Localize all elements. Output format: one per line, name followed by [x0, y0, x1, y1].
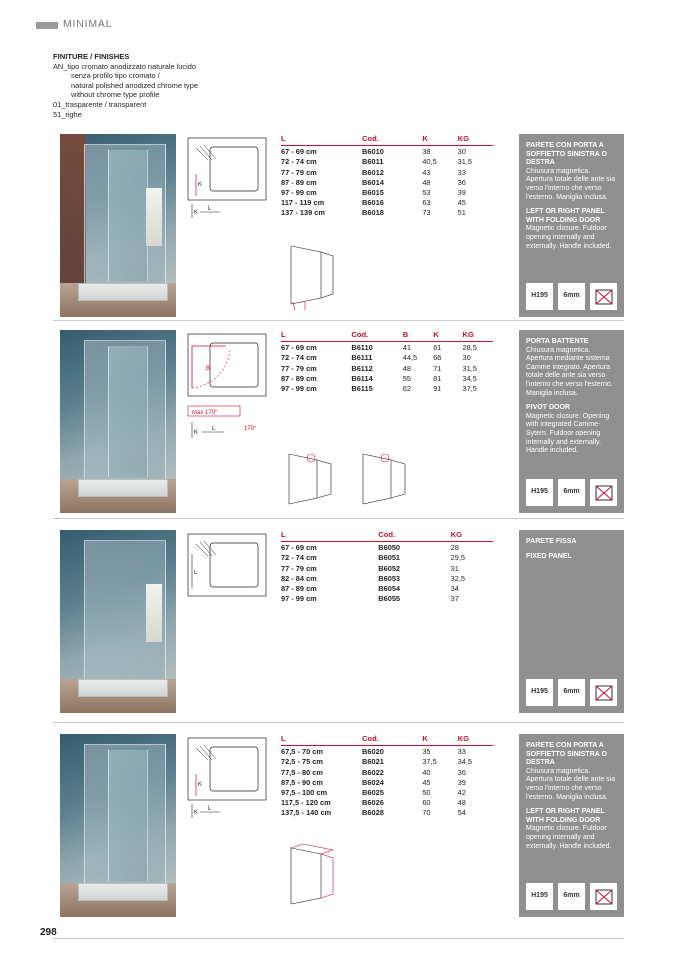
badge-height: H195 [526, 479, 553, 506]
row-separator [53, 722, 624, 723]
table-row: 87 - 89 cm B6054 34 [281, 583, 459, 593]
table-row: 97 - 99 cm B6115 62 91 37,5 [281, 383, 477, 393]
table-row: 97,5 - 100 cm B6025 50 42 [281, 787, 466, 797]
no-waste-icon [590, 479, 617, 506]
table-row: 72 - 74 cm B6011 40,5 31,5 [281, 157, 473, 167]
technical-drawing [186, 330, 276, 513]
table-row: 67,5 - 70 cm B6020 35 33 [281, 747, 466, 757]
technical-drawing [186, 134, 276, 317]
table-row: 77,5 - 80 cm B6022 40 36 [281, 767, 466, 777]
badge-group [519, 479, 624, 506]
badge-height: H195 [526, 283, 553, 310]
table-row: 77 - 79 cm B6052 31 [281, 563, 459, 573]
table-row: 117,5 - 120 cm B6026 60 48 [281, 798, 466, 808]
iso-drawing [281, 842, 341, 919]
col-header-l: L [281, 734, 362, 746]
product-photo [60, 134, 176, 317]
product-table [281, 734, 513, 817]
svg-text:L: L [208, 206, 212, 212]
col-header-cod: Cod. [351, 330, 402, 342]
badge-group [519, 883, 624, 910]
product-row-2 [0, 330, 677, 518]
page-number: 298 [40, 927, 57, 938]
col-header-cod: Cod. [378, 530, 450, 542]
header-rule [36, 22, 58, 29]
finishes-line-5: without chrome type profile [71, 90, 160, 100]
panel-title-en: PIVOT DOOR [526, 404, 570, 412]
table-row: 117 - 119 cm B6016 63 45 [281, 198, 466, 208]
col-header-kg: KG [458, 734, 493, 746]
col-header-b: B [403, 330, 433, 342]
finishes-line-7: 51_righe [53, 109, 82, 119]
table-row: 77 - 79 cm B6012 43 33 [281, 167, 466, 177]
svg-text:K: K [194, 430, 199, 436]
product-row-3 [0, 530, 677, 718]
finishes-line-6: 01_trasparente / transparent [53, 99, 147, 109]
panel-text-en: Magnetic closure. Opening with integrated Camme-Sytem. Fuldoor opening internally and externally. Handle included. [526, 412, 610, 455]
col-header-kg: KG [451, 530, 493, 542]
table-row: 72 - 74 cm B6111 44,5 66 30 [281, 353, 471, 363]
svg-text:B: B [206, 366, 211, 372]
finishes-block [53, 52, 413, 119]
panel-title-en: FIXED PANEL [526, 552, 572, 560]
table-row: 87,5 - 90 cm B6024 45 39 [281, 777, 466, 787]
table-row: 97 - 99 cm B6055 37 [281, 594, 459, 604]
table-row: 72,5 - 75 cm B6021 37,5 34,5 [281, 757, 473, 767]
no-waste-icon [590, 283, 617, 310]
product-photo [60, 530, 176, 713]
product-table [281, 134, 513, 217]
table-row: 67 - 69 cm B6110 41 61 28,5 [281, 343, 477, 353]
table-row: 67 - 69 cm B6010 38 30 [281, 147, 466, 157]
svg-text:K: K [194, 810, 199, 816]
col-header-cod: Cod. [362, 134, 422, 146]
badge-group [519, 679, 624, 706]
svg-text:K: K [194, 210, 199, 216]
iso-drawing [281, 242, 341, 319]
col-header-k: K [422, 134, 457, 146]
product-photo [60, 330, 176, 513]
panel-title-it: PARETE CON PORTA A SOFFIETTO SINISTRA O DESTRA [526, 142, 607, 167]
svg-text:170°: 170° [244, 426, 257, 432]
badge-thickness: 6mm [558, 883, 585, 910]
svg-text:L: L [208, 806, 212, 812]
table-row: 97 - 99 cm B6015 53 39 [281, 187, 466, 197]
table-row: 77 - 79 cm B6112 48 71 31,5 [281, 363, 477, 373]
badge-group [519, 283, 624, 310]
product-row-1 [0, 134, 677, 322]
panel-text-it: Chiusura magnetica. Apertura totale delle ante sia verso l'interno che verso l'esterno. Maniglia inclusa. [526, 767, 616, 801]
col-header-k: K [433, 330, 462, 342]
description-panel [519, 530, 624, 713]
page-header [0, 18, 677, 36]
finishes-line-3: senza profilo tipo cromato / [71, 71, 160, 81]
svg-text:K: K [198, 782, 203, 788]
technical-drawing [186, 530, 276, 713]
description-panel [519, 734, 624, 917]
panel-title-it: PARETE FISSA [526, 538, 577, 545]
table-row: 137 - 139 cm B6018 73 51 [281, 208, 466, 218]
table-row: 87 - 89 cm B6014 48 36 [281, 177, 466, 187]
technical-drawing [186, 734, 276, 917]
product-photo [60, 734, 176, 917]
table-row: 137,5 - 140 cm B6028 70 54 [281, 808, 466, 818]
product-table [281, 330, 513, 393]
panel-text-en: Magnetic closure. Fuldoor opening internally and externally. Handle included. [526, 225, 612, 250]
panel-text-en: Magnetic closure. Fuldoor opening internally and externally. Handle included. [526, 825, 612, 850]
badge-height: H195 [526, 883, 553, 910]
product-row-4 [0, 734, 677, 922]
description-panel [519, 134, 624, 317]
badge-thickness: 6mm [558, 679, 585, 706]
col-header-kg: KG [458, 134, 493, 146]
col-header-l: L [281, 330, 351, 342]
col-header-l: L [281, 134, 362, 146]
finishes-line-4: natural polished anodized chrome type [71, 80, 198, 90]
table-row: 72 - 74 cm B6051 29,5 [281, 553, 465, 563]
panel-text-it: Chiusura magnetica. Apertura totale delle ante sia verso l'interno che verso l'esterno. Maniglia inclusa. [526, 167, 616, 201]
panel-title-it: PARETE CON PORTA A SOFFIETTO SINISTRA O DESTRA [526, 742, 607, 767]
svg-text:max 170°: max 170° [192, 410, 218, 416]
col-header-kg: KG [463, 330, 493, 342]
col-header-cod: Cod. [362, 734, 422, 746]
table-row: 82 - 84 cm B6053 32,5 [281, 573, 465, 583]
iso-drawing-left [281, 448, 341, 515]
panel-title-it: PORTA BATTENTE [526, 338, 589, 345]
no-waste-icon [590, 679, 617, 706]
svg-text:K: K [198, 182, 203, 188]
badge-thickness: 6mm [558, 479, 585, 506]
description-panel [519, 330, 624, 513]
col-header-l: L [281, 530, 378, 542]
panel-title-en: LEFT OR RIGHT PANEL WITH FOLDING DOOR [526, 208, 605, 224]
finishes-heading: FINITURE / FINISHES [53, 52, 130, 61]
product-table [281, 530, 513, 603]
panel-text-it: Chiusura magnetica. Apertura mediante sistema Camme integrato. Apertura totale delle ante sia verso l'interno che verso l'esterno. Maniglia inclusa. [526, 346, 613, 397]
svg-text:L: L [194, 570, 198, 576]
table-row: 67 - 69 cm B6050 28 [281, 543, 459, 553]
svg-text:L: L [212, 426, 216, 432]
col-header-k: K [422, 734, 457, 746]
badge-height: H195 [526, 679, 553, 706]
footer-rule [53, 938, 624, 939]
no-waste-icon [590, 883, 617, 910]
row-separator [53, 320, 624, 321]
table-row: 87 - 89 cm B6114 55 81 34,5 [281, 373, 477, 383]
panel-title-en: LEFT OR RIGHT PANEL WITH FOLDING DOOR [526, 808, 605, 824]
finishes-line-2: AN_tipo cromato anodizzato naturale lucido [53, 61, 196, 71]
badge-thickness: 6mm [558, 283, 585, 310]
page-title: MINIMAL [63, 18, 113, 30]
iso-drawing-right [355, 448, 415, 515]
row-separator [53, 518, 624, 519]
